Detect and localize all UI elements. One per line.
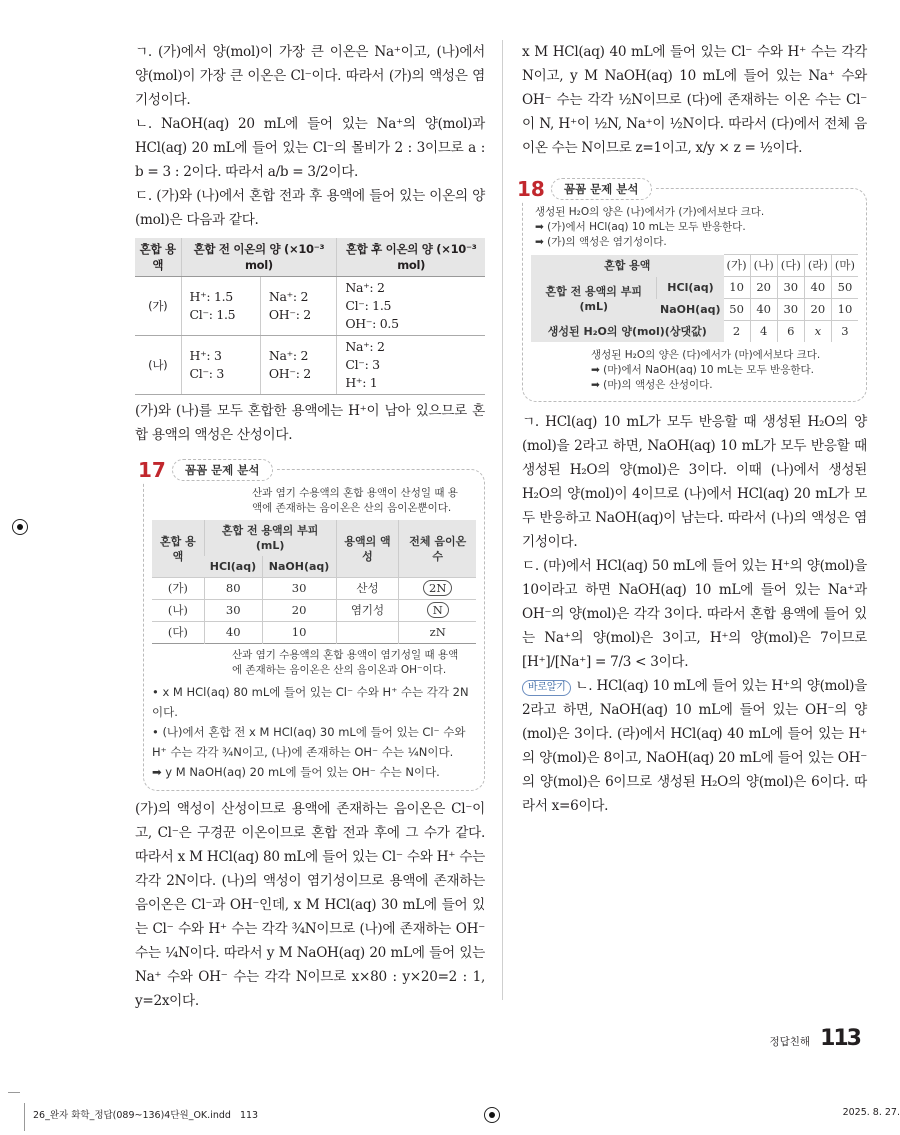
crop-mark xyxy=(24,1103,25,1131)
note-line: ➡ (가)의 액성은 염기성이다. xyxy=(535,236,667,248)
note-line: ➡ (가)에서 HCl(aq) 10 mL는 모두 반응한다. xyxy=(535,221,746,233)
correction-tag: 바로알기 xyxy=(522,680,571,696)
table-row: (나) H⁺: 3 Cl⁻: 3 Na⁺: 2 OH⁻: 2 Na⁺: 2 Cl⁻: 3 H⁺: 1 xyxy=(135,336,485,395)
note-line: 생성된 H₂O의 양은 (나)에서가 (가)에서보다 크다. xyxy=(535,206,765,218)
table-row: (나) 30 20 염기성 N xyxy=(152,600,476,622)
page-number: 113 xyxy=(820,1026,860,1051)
explanation-18-b: ㄴ. HCl(aq) 10 mL에 들어 있는 H⁺의 양(mol)을 2라고 하면, NaOH(aq) 10 mL에 들어 있는 OH⁻의 양(mol)은 3이다. (라)에서 HCl(aq) 40 mL에 들어 있는 H⁺의 양(mol)은 8이고, NaOH(aq) 20 mL에 들어 있는 OH⁻의 양(mol)은 6이므로 생성된 H₂O의 양(mol)은 6이다. 따라서 x=6이다. xyxy=(522,678,867,814)
volume-table: 혼합 용액 혼합 전 용액의 부피(mL) 용액의 액성 전체 음이온 수 HCl(aq) NaOH(aq) (가) 80 30 산성 2N (나) 30 20 염기성 N (다) 40 10 zN xyxy=(152,520,476,644)
table-row: (가) 80 30 산성 2N xyxy=(152,578,476,600)
table-row: (가) H⁺: 1.5 Cl⁻: 1.5 Na⁺: 2 OH⁻: 2 Na⁺: 2 Cl⁻: 1.5 OH⁻: 0.5 xyxy=(135,277,485,336)
bullet-1: • x M HCl(aq) 80 mL에 들어 있는 Cl⁻ 수와 H⁺ 수는 각각 2N이다. xyxy=(152,685,469,719)
problem-17-analysis-box xyxy=(138,458,485,791)
table-row: NaOH(aq) 50 40 30 20 10 xyxy=(531,299,858,321)
note-line: 생성된 H₂O의 양은 (다)에서가 (마)에서보다 크다. xyxy=(591,349,821,361)
explanation-c: ㄷ. (가)와 (나)에서 혼합 전과 후 용액에 들어 있는 이온의 양(mol)은 다음과 같다. xyxy=(135,188,485,228)
print-date: 2025. 8. 27. xyxy=(842,1107,900,1118)
ion-amount-table xyxy=(135,238,485,395)
crop-mark xyxy=(8,1092,20,1093)
header-after: 혼합 후 이온의 양 (×10⁻³ mol) xyxy=(337,238,485,277)
problem-number: 18 xyxy=(517,177,545,201)
explanation-18-c: ㄷ. (마)에서 HCl(aq) 50 mL에 들어 있는 H⁺의 양(mol)을 10이라고 하면 NaOH(aq) 10 mL에 들어 있는 Na⁺과 OH⁻의 양(mol)은 각각 3이다. 따라서 혼합 용액에 들어 있는 Na⁺의 양(mol)은 3이고, H⁺의 양(mol)은 7이므로 [H⁺]/[Na⁺] = 7/3 < 3이다. xyxy=(522,558,867,670)
left-column xyxy=(135,40,485,1013)
note-line: ➡ (마)에서 NaOH(aq) 10 mL는 모두 반응한다. xyxy=(591,364,814,376)
explanation-17-cont: x M HCl(aq) 40 mL에 들어 있는 Cl⁻ 수와 H⁺ 수는 각각 N이고, y M NaOH(aq) 10 mL에 들어 있는 Na⁺ 수와 OH⁻ 수는 각각 ½N이므로 (다)에 존재하는 이온 수는 Cl⁻이 N, H⁺이 ½N, Na⁺이 ½N이다. 따라서 (다)에서 전체 음이온 수는 N이므로 z=1이고, x/y × z = ½이다. xyxy=(522,44,867,156)
bullet-2: • (나)에서 혼합 전 x M HCl(aq) 30 mL에 들어 있는 Cl⁻ 수와 H⁺ 수는 각각 ¾N이고, (나)에 존재하는 OH⁻ 수는 ¼N이다. xyxy=(152,725,466,759)
bullet-3: ➡ y M NaOH(aq) 20 mL에 들어 있는 OH⁻ 수는 N이다. xyxy=(152,765,440,779)
problem-18-analysis-box xyxy=(517,177,867,402)
problem-number: 17 xyxy=(138,458,166,482)
explanation-18-a: ㄱ. HCl(aq) 10 mL가 모두 반응할 때 생성된 H₂O의 양(mol)을 2라고 하면, NaOH(aq) 10 mL가 모두 반응할 때 생성된 H₂O의 양(mol)은 3이다. 이때 (나)에서 생성된 H₂O의 양(mol)이 4이므로 (나)에서 HCl(aq) 20 mL가 모두 반응하고 NaOH(aq)이 남는다. 따라서 (나)의 액성은 염기성이다. xyxy=(522,414,867,550)
h2o-table: 혼합 용액 (가) (나) (다) (라) (마) 혼합 전 용액의 부피(mL) HCl(aq) 10 20 30 40 50 NaOH(aq) 50 40 30 20 10 생성된 H₂O의 양(mol)(상댓값) 2 4 6 x 3 xyxy=(531,254,858,342)
analysis-title: 꼼꼼 문제 분석 xyxy=(551,178,652,200)
analysis-title: 꼼꼼 문제 분석 xyxy=(172,459,273,481)
right-column xyxy=(517,40,867,818)
explanation-conclusion: (가)와 (나)를 모두 혼합한 용액에는 H⁺이 남아 있으므로 혼합 용액의 액성은 산성이다. xyxy=(135,403,485,443)
explanation-a: ㄱ. (가)에서 양(mol)이 가장 큰 이온은 Na⁺이고, (나)에서 양(mol)이 가장 큰 이온은 Cl⁻이다. 따라서 (가)의 액성은 염기성이다. xyxy=(135,44,485,108)
header-mix: 혼합 용액 xyxy=(135,238,181,277)
explanation-17: (가)의 액성이 산성이므로 용액에 존재하는 음이온은 Cl⁻이고, Cl⁻은 구경꾼 이온이므로 혼합 전과 후에 그 수가 같다. 따라서 x M HCl(aq) 80 mL에 들어 있는 Cl⁻ 수와 H⁺ 수는 각각 2N이다. (나)의 액성이 염기성이므로 용액에 존재하는 음이온은 Cl⁻과 OH⁻인데, x M HCl(aq) 30 mL에 들어 있는 Cl⁻ 수와 H⁺ 수는 각각 ¾N이므로 (나)에 존재하는 OH⁻ 수는 ¼N이다. 따라서 y M NaOH(aq) 20 mL에 들어 있는 Na⁺ 수와 OH⁻ 수는 각각 N이므로 x×80 : y×20=2 : 1, y=2x이다. xyxy=(135,801,485,1009)
file-info: 26_완자 화학_정답(089~136)4단원_OK.indd 113 xyxy=(33,1107,258,1121)
section-label: 정답친해 xyxy=(769,1036,811,1048)
column-divider xyxy=(502,40,503,1000)
page-footer xyxy=(769,1026,860,1051)
table-row: 생성된 H₂O의 양(mol)(상댓값) 2 4 6 x 3 xyxy=(531,321,858,343)
header-before: 혼합 전 이온의 양 (×10⁻³ mol) xyxy=(181,238,337,277)
registration-mark-icon xyxy=(484,1107,500,1123)
explanation-b: ㄴ. NaOH(aq) 20 mL에 들어 있는 Na⁺의 양(mol)과 HCl(aq) 20 mL에 들어 있는 Cl⁻의 몰비가 2 : 3이므로 a : b = 3 : 2이다. 따라서 a/b = 3/2이다. xyxy=(135,116,485,180)
table-row: 혼합 전 용액의 부피(mL) HCl(aq) 10 20 30 40 50 xyxy=(531,277,858,299)
registration-mark-icon xyxy=(12,519,28,535)
note-line: ➡ (마)의 액성은 산성이다. xyxy=(591,379,713,391)
acid-note: 산과 염기 수용액의 혼합 용액이 산성일 때 용액에 존재하는 음이온은 산의 음이온뿐이다. xyxy=(252,487,458,514)
table-row: (다) 40 10 zN xyxy=(152,622,476,644)
base-note: 산과 염기 수용액의 혼합 용액이 염기성일 때 용액에 존재하는 음이온은 산의 음이온과 OH⁻이다. xyxy=(232,649,459,676)
